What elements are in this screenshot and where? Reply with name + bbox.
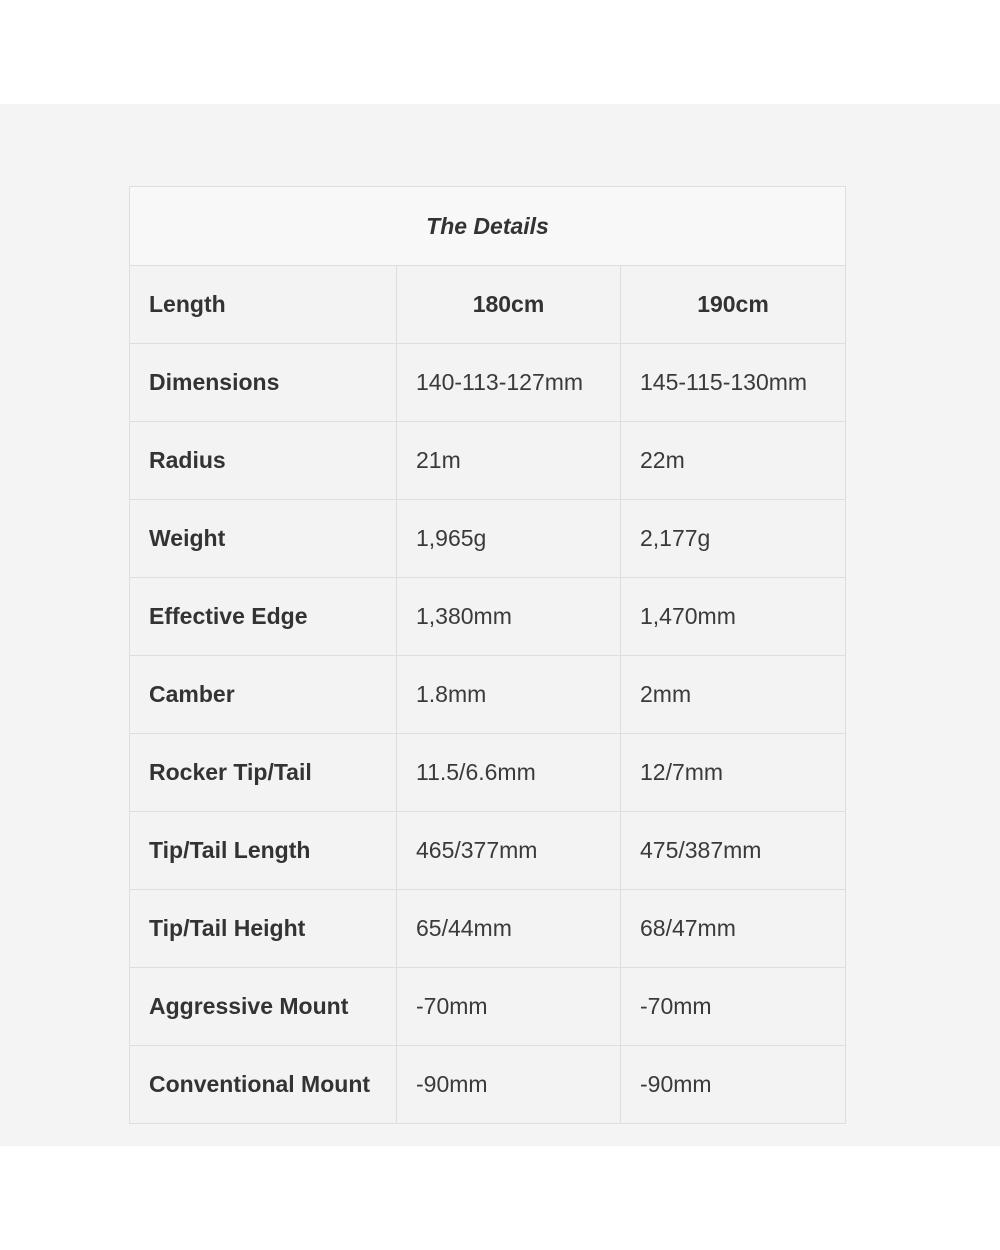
row-value: 1,380mm	[397, 578, 621, 656]
row-value: -70mm	[397, 968, 621, 1046]
row-value: 465/377mm	[397, 812, 621, 890]
row-label: Rocker Tip/Tail	[130, 734, 397, 812]
row-value: 12/7mm	[621, 734, 846, 812]
row-value: -90mm	[397, 1046, 621, 1124]
content-panel	[0, 104, 1000, 1146]
row-value: 1,965g	[397, 500, 621, 578]
caption-row	[130, 187, 846, 266]
table-header-row	[130, 266, 846, 344]
header-label: Length	[130, 266, 397, 344]
table-row	[130, 344, 846, 422]
row-value: -70mm	[621, 968, 846, 1046]
size-column-header: 180cm	[397, 266, 621, 344]
row-value: 11.5/6.6mm	[397, 734, 621, 812]
row-label: Weight	[130, 500, 397, 578]
row-label: Effective Edge	[130, 578, 397, 656]
row-label: Aggressive Mount	[130, 968, 397, 1046]
table-row	[130, 890, 846, 968]
details-table	[129, 186, 846, 1124]
size-column-header: 190cm	[621, 266, 846, 344]
table-row	[130, 500, 846, 578]
row-label: Radius	[130, 422, 397, 500]
row-value: 22m	[621, 422, 846, 500]
row-value: -90mm	[621, 1046, 846, 1124]
row-value: 1.8mm	[397, 656, 621, 734]
row-value: 65/44mm	[397, 890, 621, 968]
row-value: 145-115-130mm	[621, 344, 846, 422]
row-label: Tip/Tail Length	[130, 812, 397, 890]
table-row	[130, 734, 846, 812]
row-label: Camber	[130, 656, 397, 734]
row-value: 2,177g	[621, 500, 846, 578]
row-value: 2mm	[621, 656, 846, 734]
table-row	[130, 656, 846, 734]
row-value: 475/387mm	[621, 812, 846, 890]
table-row	[130, 812, 846, 890]
row-value: 1,470mm	[621, 578, 846, 656]
row-label: Dimensions	[130, 344, 397, 422]
table-row	[130, 968, 846, 1046]
row-label: Tip/Tail Height	[130, 890, 397, 968]
row-value: 21m	[397, 422, 621, 500]
table-caption: The Details	[130, 187, 846, 266]
table-row	[130, 422, 846, 500]
table-row	[130, 1046, 846, 1124]
row-value: 68/47mm	[621, 890, 846, 968]
table-row	[130, 578, 846, 656]
row-value: 140-113-127mm	[397, 344, 621, 422]
row-label: Conventional Mount	[130, 1046, 397, 1124]
